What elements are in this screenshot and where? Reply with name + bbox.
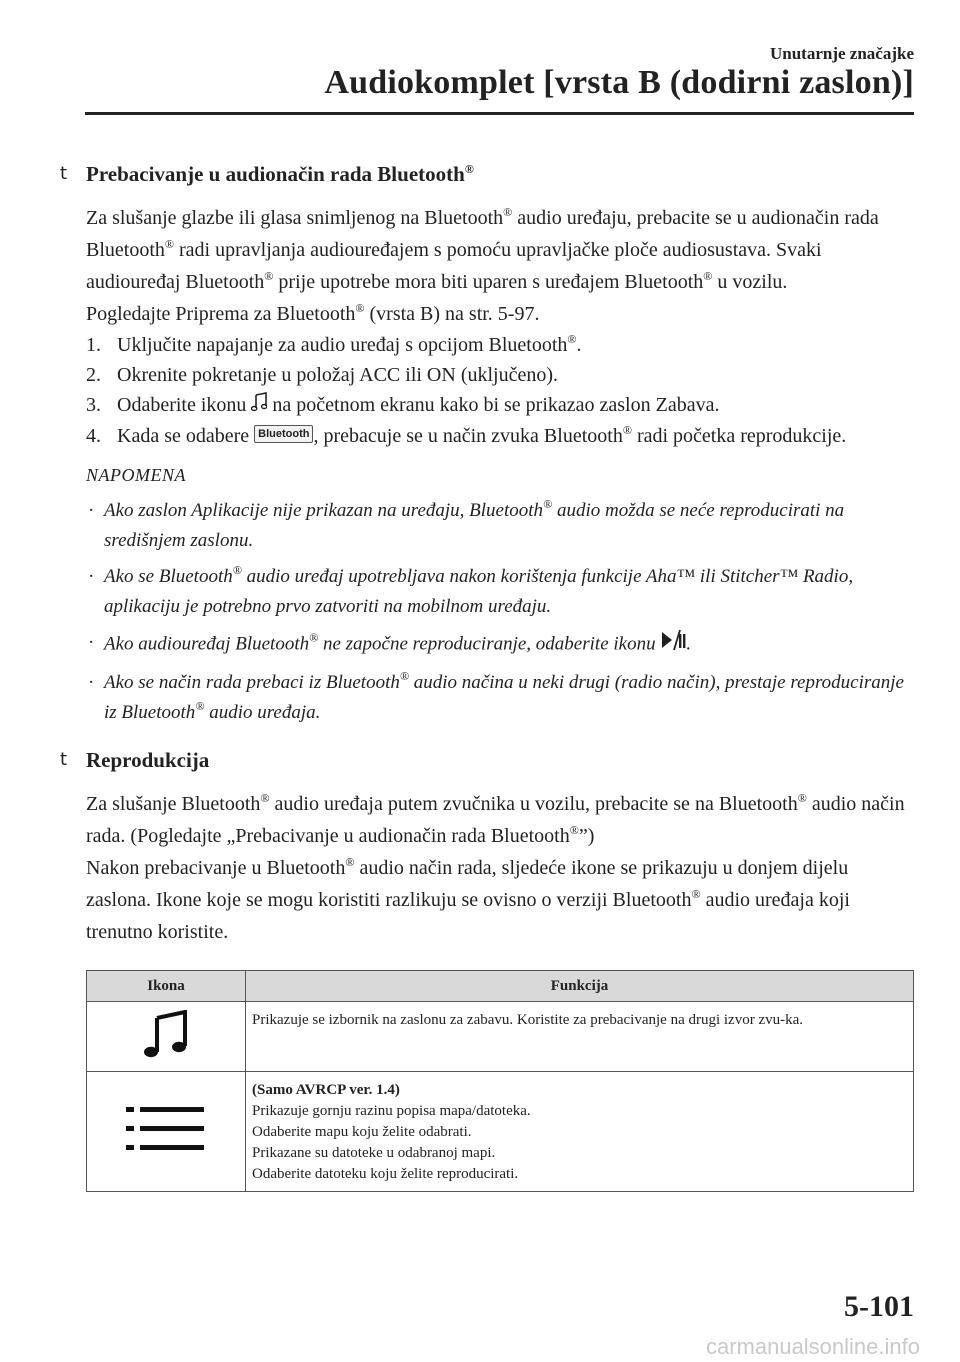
list-icon[interactable] bbox=[126, 1105, 206, 1160]
icon-cell bbox=[87, 1002, 246, 1072]
steps-list bbox=[86, 330, 914, 451]
section-title-playback: t Reprodukcija bbox=[60, 748, 210, 773]
music-note-icon[interactable] bbox=[143, 1010, 189, 1065]
note-item: · Ako zaslon Aplikacije nije prikazan na uređaju, Bluetooth® audio možda se neće reproducirati na središnjem zaslonu. bbox=[88, 497, 845, 552]
header-divider bbox=[85, 112, 914, 115]
icons-paragraph: Nakon prebacivanje u Bluetooth® audio način rada, sljedeće ikone se prikazuju u donjem dijelu zaslona. Ikone koje se mogu koristiti razlikuju se ovisno o verziji Bluetooth® audio uređaja koji trenutno koristite. bbox=[86, 855, 850, 944]
step-item: 3. Odaberite ikonu na početnom ekranu kako bi se prikazao zaslon Zabava. bbox=[86, 390, 914, 421]
reference-paragraph: Pogledajte Priprema za Bluetooth® (vrsta B) na str. 5-97. bbox=[86, 301, 540, 325]
note-heading: NAPOMENA bbox=[86, 465, 186, 486]
column-header-icon: Ikona bbox=[87, 971, 246, 1002]
table-row bbox=[87, 1072, 914, 1192]
function-cell: Prikazuje se izbornik na zaslonu za zabavu. Koristite za prebacivanje na drugi izvor zvu-ka. bbox=[246, 1002, 914, 1072]
step-item: 2. Okrenite pokretanje u položaj ACC ili ON (uključeno). bbox=[86, 364, 559, 386]
play-pause-icon bbox=[660, 628, 686, 662]
music-note-icon bbox=[251, 391, 267, 421]
watermark: carmanualsonline.info bbox=[705, 1334, 920, 1359]
icon-cell bbox=[87, 1072, 246, 1192]
page-title: Audiokomplet [vrsta B (dodirni zaslon)] bbox=[324, 64, 914, 101]
page-number: 5-101 bbox=[844, 1290, 914, 1323]
table-header-row bbox=[87, 971, 914, 1002]
function-cell: (Samo AVRCP ver. 1.4) Prikazuje gornju razinu popisa mapa/datoteka. Odaberite mapu koju želite odabrati. Prikazane su datoteke u odabranoj mapi. Odaberite datoteku koju želite reproducirati. bbox=[246, 1072, 914, 1192]
note-item: · Ako se način rada prebaci iz Bluetooth® audio načina u neki drugi (radio način), prestaje reproduciranje iz Bluetooth® audio uređaja. bbox=[88, 669, 904, 724]
icon-function-table bbox=[86, 970, 914, 1192]
header-subtitle: Unutarnje značajke bbox=[769, 44, 914, 63]
section-marker-icon: t bbox=[60, 163, 68, 184]
section-marker-icon: t bbox=[60, 749, 68, 771]
step-item: 4. Kada se odabere Bluetooth , prebacuje se u način zvuka Bluetooth® radi početka reprodukcije. bbox=[86, 423, 847, 448]
table-row bbox=[87, 1002, 914, 1072]
note-item: · Ako se Bluetooth® audio uređaj upotrebljava nakon korištenja funkcije Aha™ ili Stitcher™ Radio, aplikaciju je potrebno prvo zatvoriti na mobilnom uređaju. bbox=[88, 563, 854, 618]
section-title-bluetooth-mode: t Prebacivanje u audionačin rada Bluetooth® bbox=[60, 162, 474, 186]
column-header-function: Funkcija bbox=[246, 971, 914, 1002]
step-item: 1. Uključite napajanje za audio uređaj s opcijom Bluetooth®. bbox=[86, 332, 582, 356]
bluetooth-button[interactable]: Bluetooth bbox=[254, 425, 313, 443]
main-content bbox=[60, 160, 914, 1192]
notes-list bbox=[86, 496, 914, 728]
note-item: · Ako audiouređaj Bluetooth® ne započne reproduciranje, odaberite ikonu . bbox=[86, 628, 914, 662]
intro-paragraph: Za slušanje glazbe ili glasa snimljenog na Bluetooth® audio uređaju, prebacite se u audionačin rada Bluetooth® radi upravljanja audiouređajem s pomoću upravljačke ploče audiosustava. Svaki audiouređaj Bluetooth® prije upotrebe mora biti uparen s uređajem Bluetooth® u vozilu. bbox=[86, 205, 879, 293]
playback-paragraph: Za slušanje Bluetooth® audio uređaja putem zvučnika u vozilu, prebacite se na Bluetooth® audio način rada. (Pogledajte „Prebacivanje u audionačin rada Bluetooth®”) bbox=[86, 791, 905, 848]
